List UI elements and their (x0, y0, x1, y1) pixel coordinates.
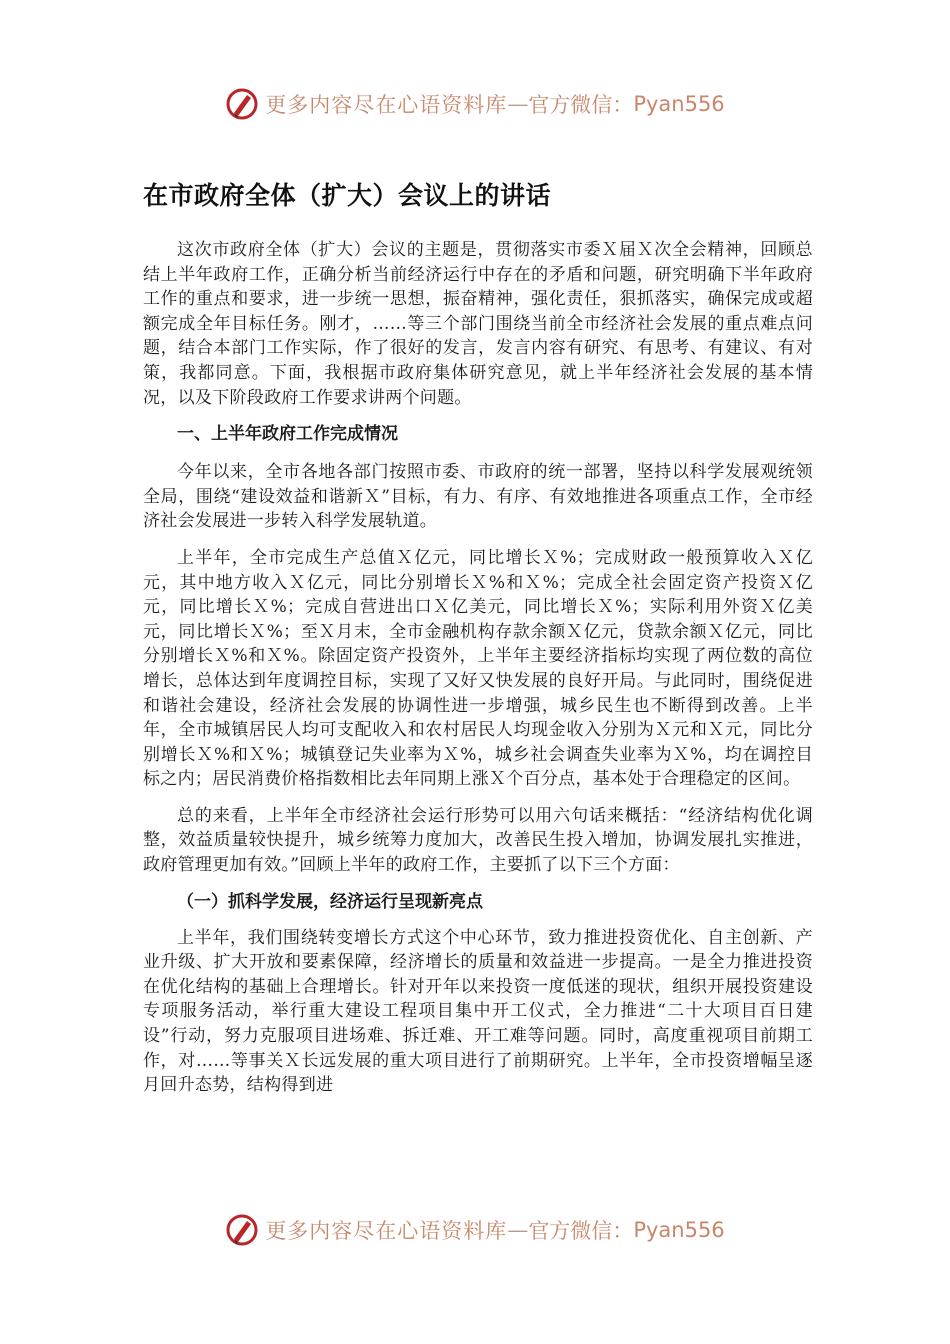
footer-banner (0, 1210, 950, 1250)
banner-main-text: 更多内容尽在心语资料库 (265, 1219, 508, 1243)
paragraph-statistics: 上半年，全市完成生产总值Ｘ亿元，同比增长Ｘ%；完成财政一般预算收入Ｘ亿元，其中地方收入Ｘ亿元，同比分别增长Ｘ%和Ｘ%；完成全社会固定资产投资Ｘ亿元，同比增长Ｘ%；完成自营进出口Ｘ亿美元，同比增长Ｘ%；实际利用外资Ｘ亿美元，同比增长Ｘ%；至Ｘ月末，全市金融机构存款余额Ｘ亿元，贷款余额Ｘ亿元，同比分别增长Ｘ%和Ｘ%。除固定资产投资外，上半年主要经济指标均实现了两位数的高位增长，总体达到年度调控目标，实现了又好又快发展的良好开局。与此同时，围绕促进和谐社会建设，经济社会发展的协调性进一步增强，城乡民生也不断得到改善。上半年，全市城镇居民人均可支配收入和农村居民人均现金收入分别为Ｘ元和Ｘ元，同比分别增长Ｘ%和Ｘ%；城镇登记失业率为Ｘ%，城乡社会调查失业率为Ｘ%，均在调控目标之内；居民消费价格指数相比去年同期上涨Ｘ个百分点，基本处于合理稳定的区间。 (143, 547, 813, 790)
banner-wechat-id: Pyan556 (633, 92, 725, 116)
document-title: 在市政府全体（扩大）会议上的讲话 (143, 181, 552, 210)
document-body (143, 176, 813, 1110)
paragraph-overview: 今年以来，全市各地各部门按照市委、市政府的统一部署，坚持以科学发展观统领全局，围绕“建设效益和谐新Ｘ”目标，有力、有序、有效地推进各项重点工作，全市经济社会发展进一步转入科学发展轨道。 (143, 462, 813, 532)
banner-main-text: 更多内容尽在心语资料库 (265, 93, 508, 117)
header-banner (0, 84, 950, 124)
paragraph-summary: 总的来看，上半年全市经济社会运行形势可以用六句话来概括：“经济结构优化调整，效益质量较快提升，城乡统筹力度加大，改善民生投入增加，协调发展扎实推进，政府管理更加有效。”回顾上半年的政府工作，主要抓了以下三个方面： (143, 805, 813, 876)
banner-dash: — (507, 92, 529, 116)
section-heading-1: 一、上半年政府工作完成情况 (177, 424, 398, 445)
banner-wechat-id: Pyan556 (633, 1218, 725, 1242)
subsection-heading-1: （一）抓科学发展，经济运行呈现新亮点 (177, 891, 483, 912)
paragraph-intro: 这次市政府全体（扩大）会议的主题是，贯彻落实市委Ｘ届Ｘ次全会精神，回顾总结上半年政府工作，正确分析当前经济运行中存在的矛盾和问题，研究明确下半年政府工作的重点和要求，进一步统一思想，振奋精神，强化责任，狠抓落实，确保完成或超额完成全年目标任务。刚才，……等三个部门围绕当前全市经济社会发展的重点难点问题，结合本部门工作实际，作了很好的发言，发言内容有研究、有思考、有建议、有对策，我都同意。下面，我根据市政府集体研究意见，就上半年经济社会发展的基本情况，以及下阶段政府工作要求讲两个问题。 (143, 240, 813, 408)
banner-dash: — (507, 1218, 529, 1242)
pen-logo-icon (225, 1213, 259, 1247)
pen-logo-icon (225, 87, 259, 121)
banner-sub-text: 官方微信： (528, 93, 634, 117)
banner-sub-text: 官方微信： (528, 1219, 634, 1243)
paragraph-investment: 上半年，我们围绕转变增长方式这个中心环节，致力推进投资优化、自主创新、产业升级、扩大开放和要素保障，经济增长的质量和效益进一步提高。一是全力推进投资在优化结构的基础上合理增长。针对开年以来投资一度低迷的现状，组织开展投资建设专项服务活动，举行重大建设工程项目集中开工仪式，全力推进“二十大项目百日建设”行动，努力克服项目进场难、拆迁难、开工难等问题。同时，高度重视项目前期工作，对……等事关Ｘ长远发展的重大项目进行了前期研究。上半年，全市投资增幅呈逐月回升态势，结构得到进 (143, 927, 813, 1096)
